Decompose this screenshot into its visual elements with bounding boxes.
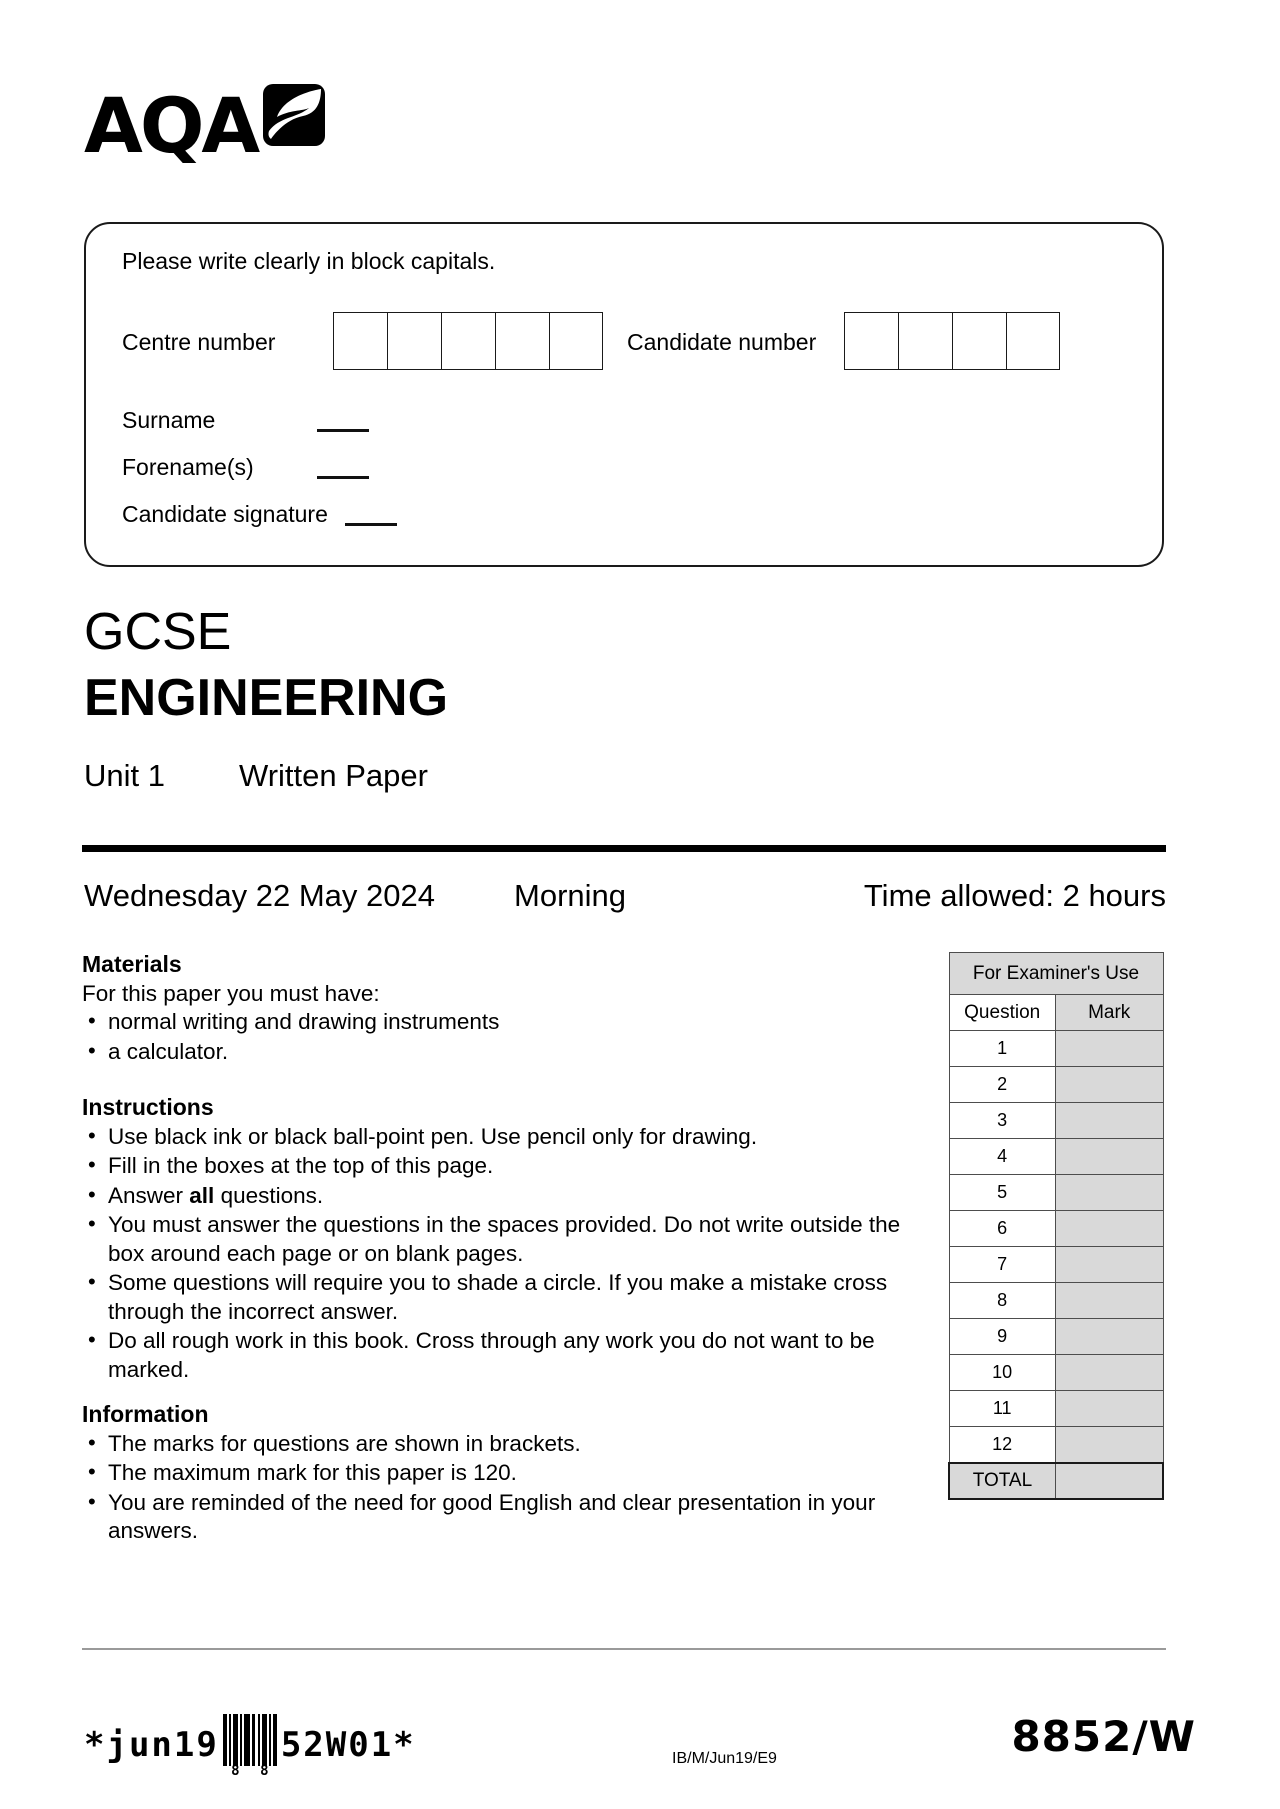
paper-code: 8852/W	[1011, 1712, 1196, 1761]
block-capitals-instruction: Please write clearly in block capitals.	[122, 248, 496, 274]
question-number-cell: 4	[949, 1139, 1055, 1175]
table-row	[949, 995, 1163, 1031]
centre-number-cell[interactable]	[333, 312, 387, 370]
question-number-cell: 11	[949, 1391, 1055, 1427]
list-item: • The marks for questions are shown in brackets.	[82, 1430, 932, 1459]
question-number-cell: 9	[949, 1319, 1055, 1355]
unit-line	[84, 758, 428, 793]
barcode-digit-left: 8	[231, 1763, 240, 1779]
materials-heading: Materials	[82, 951, 182, 977]
question-number-cell: 1	[949, 1031, 1055, 1067]
barcode-digits	[221, 1764, 279, 1778]
total-mark-cell[interactable]	[1055, 1463, 1163, 1499]
question-number-cell: 12	[949, 1427, 1055, 1463]
barcode-bars-icon	[221, 1714, 279, 1779]
materials-list	[82, 1008, 932, 1066]
candidate-details-box	[84, 222, 1164, 567]
candidate-number-input[interactable]	[844, 312, 1060, 370]
information-list	[82, 1430, 932, 1546]
ib-reference-code: IB/M/Jun19/E9	[672, 1750, 777, 1767]
mark-entry-cell[interactable]	[1055, 1139, 1163, 1175]
candidate-number-cell[interactable]	[898, 312, 952, 370]
table-row	[949, 1139, 1163, 1175]
list-item: • normal writing and drawing instruments	[82, 1008, 932, 1037]
candidate-signature-label: Candidate signature	[122, 501, 328, 527]
list-item: • a calculator.	[82, 1038, 932, 1067]
question-number-cell: 10	[949, 1355, 1055, 1391]
table-row	[949, 1355, 1163, 1391]
table-row	[949, 1391, 1163, 1427]
question-number-cell: 3	[949, 1103, 1055, 1139]
table-row-total	[949, 1463, 1163, 1499]
information-heading: Information	[82, 1401, 209, 1427]
forename-label: Forename(s)	[122, 454, 254, 480]
question-number-cell: 7	[949, 1247, 1055, 1283]
materials-intro: For this paper you must have:	[82, 980, 380, 1006]
forename-field[interactable]	[122, 454, 254, 481]
mark-entry-cell[interactable]	[1055, 1031, 1163, 1067]
candidate-number-cell[interactable]	[844, 312, 898, 370]
total-label: TOTAL	[949, 1463, 1055, 1499]
mark-entry-cell[interactable]	[1055, 1103, 1163, 1139]
mark-entry-cell[interactable]	[1055, 1427, 1163, 1463]
mark-entry-cell[interactable]	[1055, 1067, 1163, 1103]
barcode-digit-right: 8	[260, 1763, 269, 1779]
exam-session: Morning	[514, 878, 626, 913]
number-fields-row	[122, 312, 1132, 370]
barcode-text-right: 52W01*	[280, 1725, 416, 1765]
column-header-mark: Mark	[1055, 995, 1163, 1031]
instructions-list	[82, 1123, 932, 1385]
table-row	[949, 1283, 1163, 1319]
table-row	[949, 1031, 1163, 1067]
question-number-cell: 2	[949, 1067, 1055, 1103]
table-row	[949, 1175, 1163, 1211]
forename-line[interactable]	[317, 476, 369, 479]
candidate-number-cell[interactable]	[1006, 312, 1060, 370]
exam-details-line	[84, 876, 1166, 916]
materials-section	[82, 950, 932, 1067]
list-item: • The maximum mark for this paper is 120.	[82, 1459, 932, 1488]
centre-number-label: Centre number	[122, 329, 276, 355]
table-row	[949, 1247, 1163, 1283]
exam-date: Wednesday 22 May 2024	[84, 878, 435, 913]
candidate-number-cell[interactable]	[952, 312, 1006, 370]
centre-number-cell[interactable]	[441, 312, 495, 370]
header-divider	[82, 845, 1166, 852]
leaf-swoosh-icon	[263, 84, 325, 151]
mark-entry-cell[interactable]	[1055, 1355, 1163, 1391]
table-row	[949, 953, 1163, 995]
paper-type-label: Written Paper	[239, 758, 428, 793]
surname-line[interactable]	[317, 429, 369, 432]
centre-number-cell[interactable]	[549, 312, 603, 370]
list-item: • Some questions will require you to shade a circle. If you make a mistake cross through the incorrect answer.	[82, 1269, 932, 1326]
examiner-table-title: For Examiner's Use	[949, 953, 1163, 995]
aqa-logo-text: AQA	[84, 81, 258, 170]
list-item: • Fill in the boxes at the top of this page.	[82, 1152, 932, 1181]
instructions-section	[82, 1093, 932, 1385]
unit-label: Unit 1	[84, 758, 165, 793]
mark-entry-cell[interactable]	[1055, 1319, 1163, 1355]
time-allowed: Time allowed: 2 hours	[863, 878, 1166, 913]
mark-entry-cell[interactable]	[1055, 1283, 1163, 1319]
examiner-use-table	[948, 952, 1164, 1500]
mark-entry-cell[interactable]	[1055, 1211, 1163, 1247]
mark-entry-cell[interactable]	[1055, 1175, 1163, 1211]
surname-field[interactable]	[122, 407, 215, 434]
information-section	[82, 1400, 932, 1547]
centre-number-cell[interactable]	[387, 312, 441, 370]
candidate-signature-field[interactable]	[122, 501, 328, 528]
list-item: • Do all rough work in this book. Cross through any work you do not want to be marked.	[82, 1327, 932, 1384]
question-number-cell: 5	[949, 1175, 1055, 1211]
question-number-cell: 8	[949, 1283, 1055, 1319]
centre-number-cell[interactable]	[495, 312, 549, 370]
aqa-logo	[84, 81, 325, 170]
instructions-heading: Instructions	[82, 1094, 214, 1120]
list-item: • Use black ink or black ball-point pen. Use pencil only for drawing.	[82, 1123, 932, 1152]
column-header-question: Question	[949, 995, 1055, 1031]
table-row	[949, 1427, 1163, 1463]
subject-title: ENGINEERING	[84, 669, 449, 727]
mark-entry-cell[interactable]	[1055, 1247, 1163, 1283]
table-row	[949, 1319, 1163, 1355]
barcode	[84, 1714, 416, 1779]
barcode-text-left: *jun19	[84, 1725, 219, 1765]
list-item: • You must answer the questions in the spaces provided. Do not write outside the box around each page or on blank pages.	[82, 1211, 932, 1268]
list-item-answer-all: • Answer all questions.	[82, 1182, 932, 1211]
candidate-number-label: Candidate number	[627, 329, 817, 355]
list-item: • You are reminded of the need for good English and clear presentation in your answers.	[82, 1489, 932, 1546]
table-row	[949, 1211, 1163, 1247]
qualification-title: GCSE	[84, 603, 232, 661]
table-row	[949, 1103, 1163, 1139]
surname-label: Surname	[122, 407, 216, 433]
table-row	[949, 1067, 1163, 1103]
footer-divider	[82, 1648, 1166, 1650]
candidate-signature-line[interactable]	[345, 523, 397, 526]
centre-number-input[interactable]	[333, 312, 603, 370]
mark-entry-cell[interactable]	[1055, 1391, 1163, 1427]
question-number-cell: 6	[949, 1211, 1055, 1247]
